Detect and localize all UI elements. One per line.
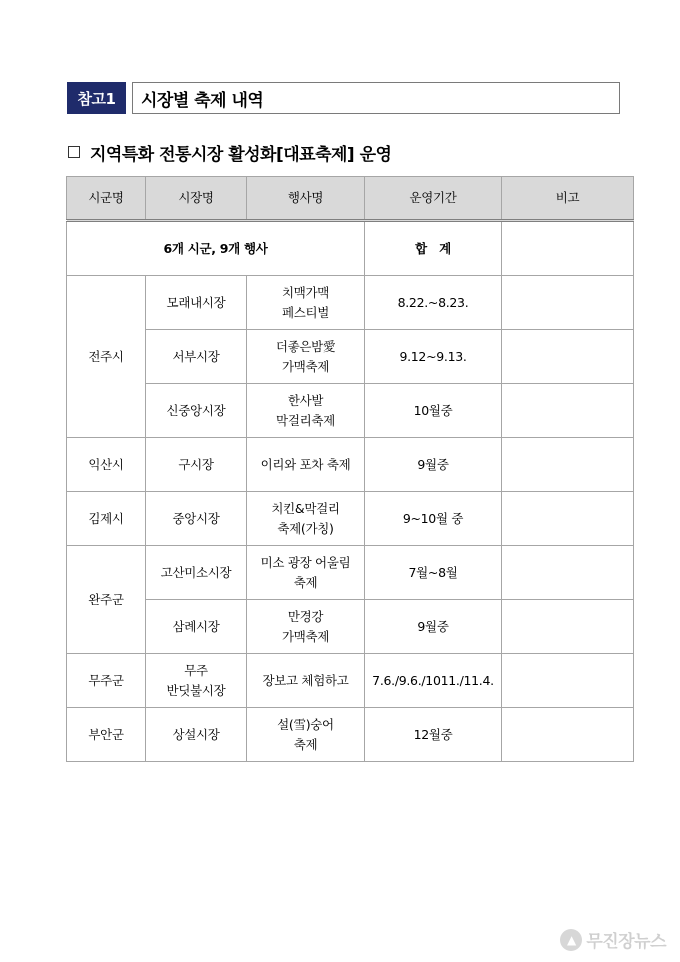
- cell-city: 무주군: [67, 654, 146, 708]
- cell-event: 이리와 포차 축제: [247, 438, 365, 492]
- cell-market: 삼례시장: [146, 600, 247, 654]
- cell-event: 한사발 막걸리축제: [247, 384, 365, 438]
- cell-note: [502, 708, 634, 762]
- cell-city: 전주시: [67, 276, 146, 438]
- cell-market: 구시장: [146, 438, 247, 492]
- cell-event: 치맥가맥 페스티벌: [247, 276, 365, 330]
- cell-market: 서부시장: [146, 330, 247, 384]
- summary-total: 합 계: [365, 221, 502, 276]
- cell-period: 9월중: [365, 438, 502, 492]
- table-row: [67, 654, 634, 708]
- cell-event: 장보고 체험하고: [247, 654, 365, 708]
- cell-period: 10월중: [365, 384, 502, 438]
- table-header-row: [67, 177, 634, 221]
- cell-event: 더좋은밤愛 가맥축제: [247, 330, 365, 384]
- table-body: [67, 221, 634, 762]
- cell-market: 무주 반딧불시장: [146, 654, 247, 708]
- table-row: [67, 708, 634, 762]
- table-row: [67, 492, 634, 546]
- cell-event: 치킨&막걸리 축제(가칭): [247, 492, 365, 546]
- cell-market: 모래내시장: [146, 276, 247, 330]
- cell-note: [502, 330, 634, 384]
- section-heading: [68, 140, 391, 164]
- cell-note: [502, 438, 634, 492]
- table-row: [67, 384, 634, 438]
- cell-market: 고산미소시장: [146, 546, 247, 600]
- festival-table: [66, 176, 634, 762]
- cell-market: 중앙시장: [146, 492, 247, 546]
- cell-city: 완주군: [67, 546, 146, 654]
- cell-period: 7월~8월: [365, 546, 502, 600]
- table-row: [67, 438, 634, 492]
- cell-city: 익산시: [67, 438, 146, 492]
- column-header-period: 운영기간: [365, 177, 502, 221]
- column-header-city: 시군명: [67, 177, 146, 221]
- cell-market: 신중앙시장: [146, 384, 247, 438]
- summary-row: [67, 221, 634, 276]
- cell-note: [502, 384, 634, 438]
- cell-city: 김제시: [67, 492, 146, 546]
- cell-event: 미소 광장 어울림 축제: [247, 546, 365, 600]
- column-header-note: 비고: [502, 177, 634, 221]
- cell-period: 9~10월 중: [365, 492, 502, 546]
- watermark: [560, 927, 666, 952]
- section-heading-text: 지역특화 전통시장 활성화[대표축제] 운영: [90, 144, 392, 165]
- cell-event: 만경강 가맥축제: [247, 600, 365, 654]
- cell-note: [502, 600, 634, 654]
- table-row: [67, 600, 634, 654]
- cell-event: 설(雪)숭어 축제: [247, 708, 365, 762]
- cell-city: 부안군: [67, 708, 146, 762]
- column-header-market: 시장명: [146, 177, 247, 221]
- watermark-text: 무진장뉴스: [586, 932, 666, 952]
- summary-note: [502, 221, 634, 276]
- cell-market: 상설시장: [146, 708, 247, 762]
- table-row: [67, 276, 634, 330]
- cell-period: 7.6./9.6./1011./11.4.: [365, 654, 502, 708]
- cell-period: 9.12~9.13.: [365, 330, 502, 384]
- reference-badge: 참고1: [67, 82, 126, 114]
- cell-period: 12월중: [365, 708, 502, 762]
- column-header-event: 행사명: [247, 177, 365, 221]
- cell-note: [502, 276, 634, 330]
- cell-note: [502, 492, 634, 546]
- summary-label: 6개 시군, 9개 행사: [67, 221, 365, 276]
- checkbox-icon: [68, 146, 80, 158]
- mountain-logo-icon: ▲: [560, 929, 582, 951]
- table-row: [67, 546, 634, 600]
- reference-title: 시장별 축제 내역: [132, 82, 620, 114]
- cell-period: 8.22.~8.23.: [365, 276, 502, 330]
- cell-period: 9월중: [365, 600, 502, 654]
- cell-note: [502, 654, 634, 708]
- cell-note: [502, 546, 634, 600]
- table-row: [67, 330, 634, 384]
